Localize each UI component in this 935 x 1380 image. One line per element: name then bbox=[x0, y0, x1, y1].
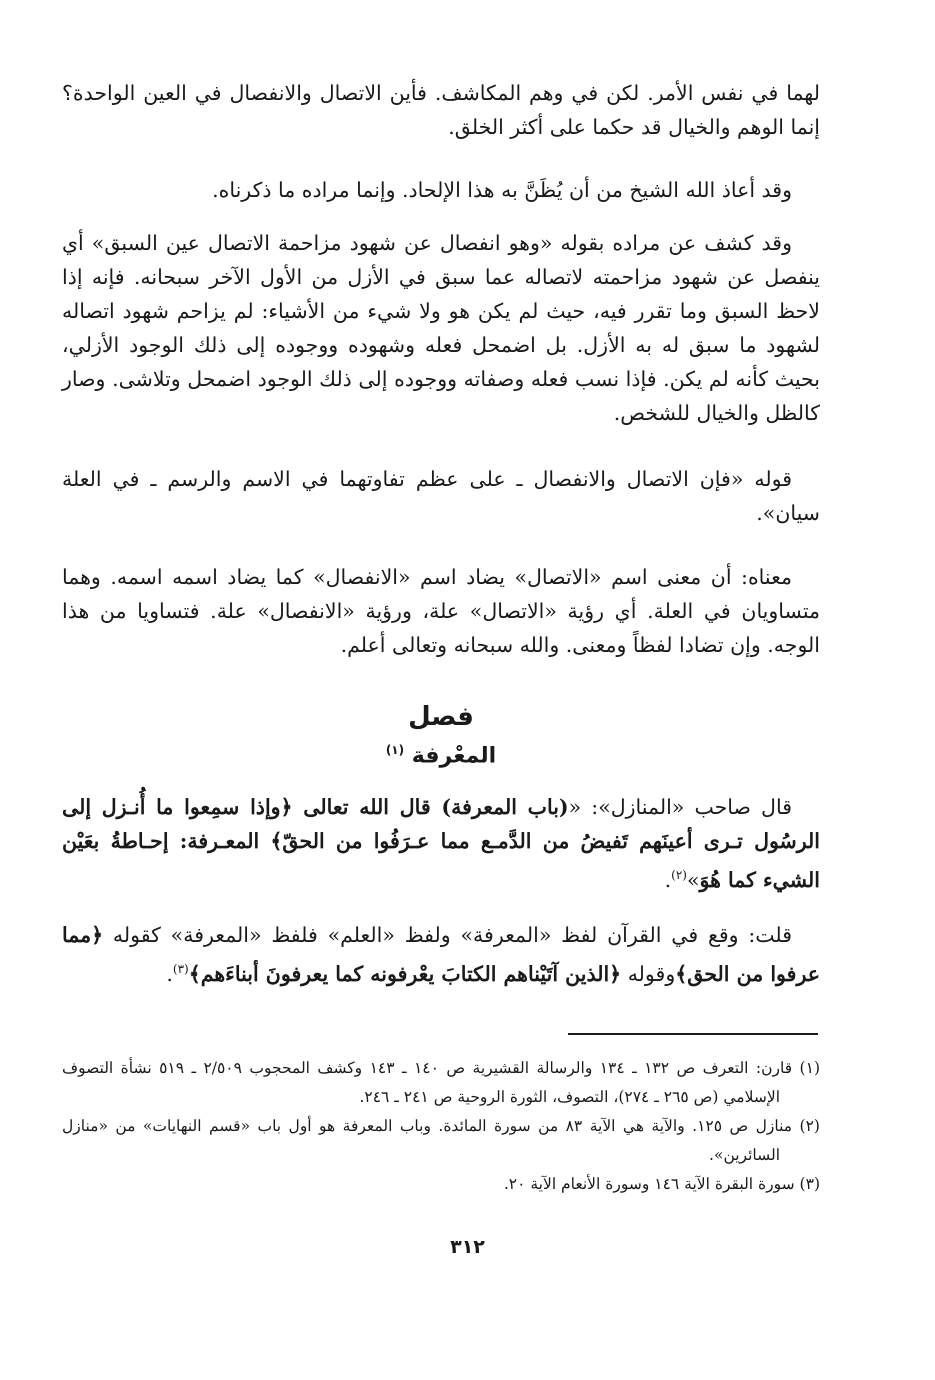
paragraph-sheikh-protected: وقد أعاذ الله الشيخ من أن يُظَنَّ به هذا الإلحاد. وإنما مراده ما ذكرناه. bbox=[212, 178, 792, 202]
paragraph-explanation: معناه: أن معنى اسم «الاتصال» يضاد اسم «الانفصال» كما يضاد اسمه اسمه. وهما متساويان في العلة. أي رؤية «الاتصال» علة، ورؤية «الانفصال» علة. فتساويا من هذا الوجه. وإن تضادا لفظاً ومعنى. والله سبحانه وتعالى أعلم. bbox=[62, 565, 820, 657]
footnote-2: (٢) منازل ص ١٢٥. والآية هي الآية ٨٣ من سورة المائدة. وباب المعرفة هو أول باب «قسم النهايات» من «منازل السائرين». bbox=[62, 1117, 820, 1164]
manazil-quote-bold: (باب المعرفة) قال الله تعالى ﴿وإذا سمِعوا ما أُنـزل إلى الرسُول تـرى أعينَهم تَفيضُ من الدَّمـع مما عـرَفُوا من الحقّ﴾ المعـرفة: إحـاطةُ بعَيْن الشيء كما هُوَ bbox=[62, 795, 820, 892]
footnote-divider bbox=[568, 1033, 818, 1035]
section-heading bbox=[62, 700, 820, 772]
page-number: ٣١٢ bbox=[450, 1236, 485, 1258]
manazil-quote-end: . bbox=[664, 867, 672, 892]
footnote-marker-3: (٣) bbox=[172, 962, 189, 976]
paragraph-kashf-meaning: وقد كشف عن مراده بقوله «وهو انفصال عن شهود مزاحمة الاتصال عين السبق» أي ينفصل عن شهود مزاحمته لاتصاله عما سبق في الأزل من الأول الآخر سبحانه. فإنه إذا لاحظ السبق وما تقرر فيه، حيث لم يكن هو ولا شيء من الأشياء: لم يزاحم شهود اتصاله لشهود ما سبق له به الأزل. بل اضمحل فعله وشهوده ووجوده إلى ذلك الوجود الأزلي، بحيث كأنه لم يكن. فإذا نسب فعله وصفاته ووجوده إلى ذلك الوجود اضمحل وتلاشى. وصار كالظل والخيال للشخص. bbox=[62, 231, 820, 425]
footnote-1: (١) قارن: التعرف ص ١٣٢ ـ ١٣٤ والرسالة القشيرية ص ١٤٠ ـ ١٤٣ وكشف المحجوب ٢/٥٠٩ ـ ٥١٩ نشأة التصوف الإسلامي (ص ٢٦٥ ـ ٢٧٤)، التصوف، الثورة الروحية ص ٢٤١ ـ ٢٤٦. bbox=[62, 1059, 820, 1106]
footnote-3: (٣) سورة البقرة الآية ١٤٦ وسورة الأنعام الآية ٢٠. bbox=[503, 1175, 820, 1193]
paragraph-manazil-quote bbox=[62, 790, 820, 897]
quran-usage-intro: قلت: وقع في القرآن لفظ «المعرفة» ولفظ «العلم» فلفظ «المعرفة» كقوله bbox=[103, 923, 792, 947]
section-subtitle-text: المعْرفة bbox=[411, 743, 497, 769]
quran-verse-a: ﴿مما عرفوا من الحق﴾ bbox=[62, 923, 820, 986]
footnotes bbox=[62, 1054, 820, 1199]
paragraph-quote-separation: قوله «فإن الاتصال والانفصال ـ على عظم تفاوتهما في الاسم والرسم ـ في العلة سيان». bbox=[62, 467, 820, 525]
manazil-quote-intro: قال صاحب «المنازل»: « bbox=[568, 795, 792, 819]
quran-usage-end: . bbox=[166, 961, 173, 986]
section-title: فصل bbox=[408, 702, 474, 732]
paragraph-intro-continuation: لهما في نفس الأمر. لكن في وهم المكاشف. فأين الاتصال والانفصال في العين الواحدة؟ إنما الوهم والخيال قد حكما على أكثر الخلق. bbox=[62, 81, 820, 139]
quran-verse-b: ﴿الذين آتَيْناهم الكتابَ يعْرفونه كما يعرفونَ أبناءَهم﴾ bbox=[188, 961, 622, 986]
quran-usage-mid: وقوله bbox=[621, 961, 676, 986]
manazil-quote-closing: » bbox=[686, 867, 700, 892]
section-subtitle bbox=[62, 734, 820, 772]
footnote-marker-1: (١) bbox=[385, 743, 405, 757]
footnote-marker-2: (٢) bbox=[671, 868, 687, 882]
paragraph-quran-usage bbox=[62, 918, 820, 991]
